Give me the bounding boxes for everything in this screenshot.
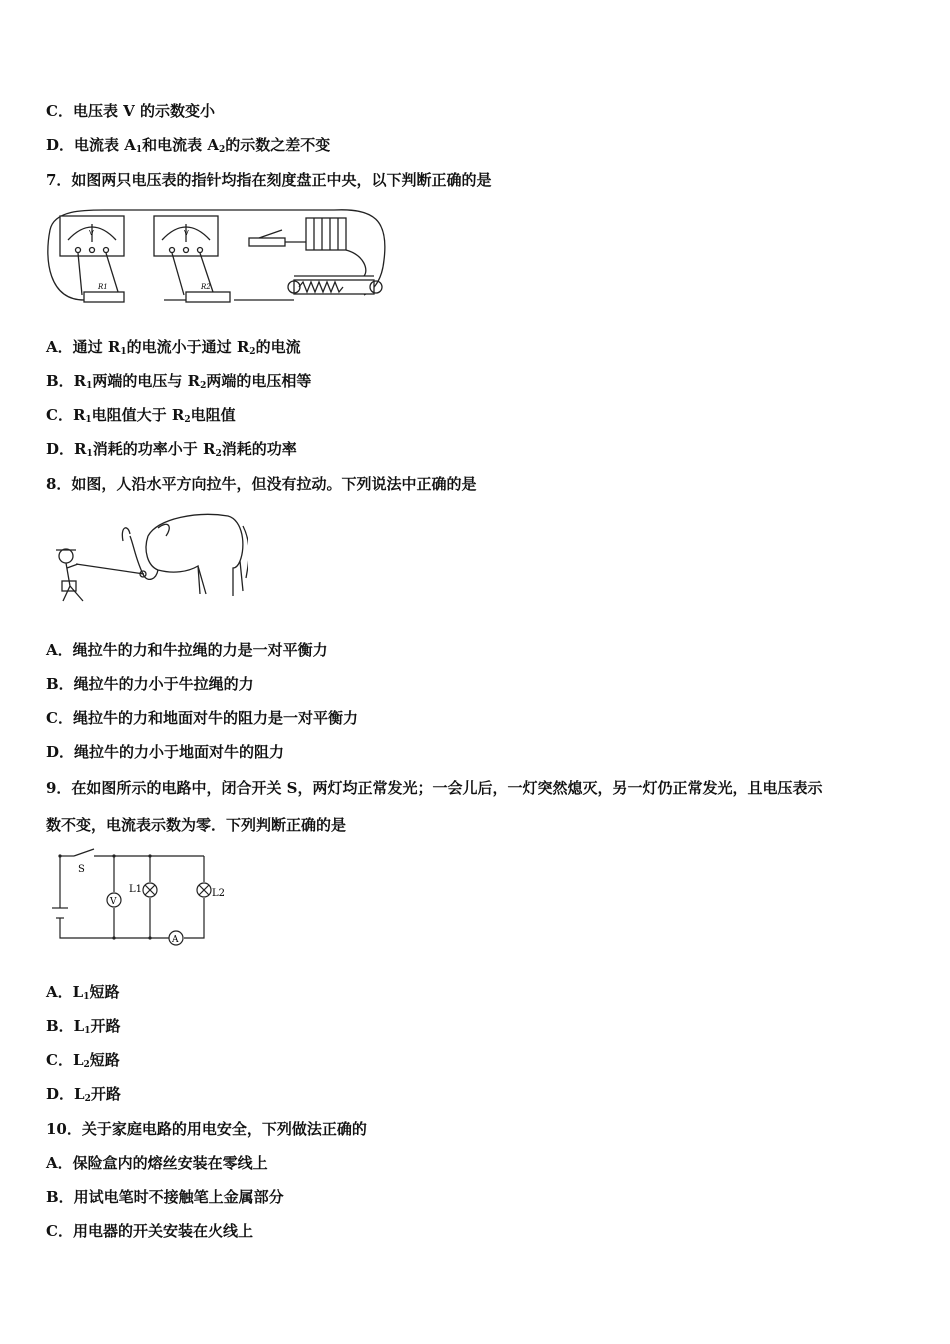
q8-ox-figure (48, 506, 248, 614)
r1-label: R1 (98, 283, 108, 291)
q7-option-d: D．$R_1$消耗的功率小于 $R_2$消耗的功率 (46, 440, 297, 459)
q10-option-b: B．用试电笔时不接触笔上金属部分 (46, 1188, 284, 1206)
v1-label: V (89, 229, 94, 237)
q8-option-c: C．绳拉牛的力和地面对牛的阻力是一对平衡力 (46, 709, 358, 727)
q7-circuit-figure (44, 200, 394, 310)
q8-option-a: A．绳拉牛的力和牛拉绳的力是一对平衡力 (46, 641, 328, 659)
q10-option-c: C．用电器的开关安装在火线上 (46, 1222, 253, 1240)
q9-option-b: B．$L_1$开路 (46, 1017, 121, 1036)
l2-label: L2 (212, 888, 226, 899)
q9-circuit-figure (44, 846, 234, 946)
q7-option-b: B．$R_1$两端的电压与 $R_2$两端的电压相等 (46, 372, 312, 391)
q7-option-c: C．$R_1$电阻值大于 $R_2$电阻值 (46, 406, 236, 425)
q9-option-c: C．$L_2$短路 (46, 1051, 120, 1070)
q8-option-b: B．绳拉牛的力小于牛拉绳的力 (46, 675, 254, 693)
q7-stem: 7．如图两只电压表的指针均指在刻度盘正中央，以下判断正确的是 (46, 171, 492, 189)
l1-label: L1 (129, 884, 143, 895)
r2-label: R2 (201, 283, 211, 291)
q6-option-c: C．电压表 V 的示数变小 (46, 102, 216, 120)
q9-option-a: A．$L_1$短路 (46, 983, 120, 1002)
q10-option-a: A．保险盒内的熔丝安装在零线上 (46, 1154, 268, 1172)
q10-stem: 10．关于家庭电路的用电安全，下列做法正确的 (46, 1120, 367, 1138)
q7-option-a: A．通过 $R_1$的电流小于通过 $R_2$的电流 (46, 338, 301, 357)
q8-option-d: D．绳拉牛的力小于地面对牛的阻力 (46, 743, 285, 761)
q8-stem: 8．如图，人沿水平方向拉牛，但没有拉动。下列说法中正确的是 (46, 475, 477, 493)
voltmeter-label: V (110, 897, 117, 907)
ammeter-label: A (172, 935, 179, 945)
q6-option-d: D．电流表 $A_1$和电流表 $A_2$的示数之差不变 (46, 136, 331, 155)
q9-stem-line2: 数不变，电流表示数为零．下列判断正确的是 (46, 816, 347, 834)
q9-option-d: D．$L_2$开路 (46, 1085, 121, 1104)
v2-label: V (184, 229, 189, 237)
switch-label: S (78, 864, 85, 875)
q9-stem-line1: 9．在如图所示的电路中，闭合开关 S，两灯均正常发光；一会儿后，一灯突然熄灭，另一灯仍正常发光，且电压表示 (46, 779, 823, 797)
